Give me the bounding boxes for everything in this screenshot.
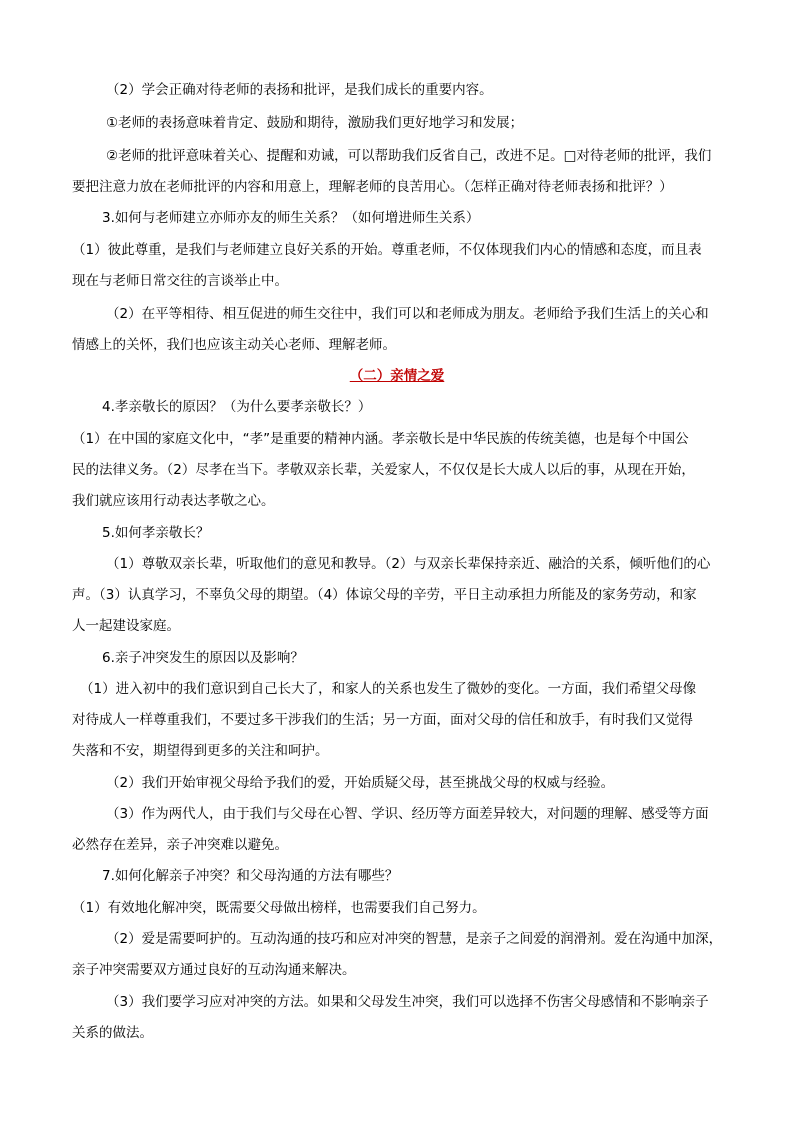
paragraph-line: （1）彼此尊重，是我们与老师建立良好关系的开始。尊重老师，不仅体现我们内心的情感和态度，而且表 [72, 242, 702, 258]
paragraph-line: 对待成人一样尊重我们，不要过多干涉我们的生活；另一方面，面对父母的信任和放手，有时我们又觉得 [72, 712, 693, 728]
paragraph-line: 情感上的关怀，我们也应该主动关心老师、理解老师。 [72, 337, 396, 353]
paragraph-line: （1）进入初中的我们意识到自己长大了，和家人的关系也发生了微妙的变化。一方面，我们希望父母像 [80, 681, 697, 697]
paragraph-line: 失落和不安，期望得到更多的关注和呵护。 [72, 743, 329, 759]
question-heading: 7.如何化解亲子冲突？和父母沟通的方法有哪些？ [102, 868, 399, 884]
paragraph-line: （2）在平等相待、相互促进的师生交往中，我们可以和老师成为朋友。老师给予我们生活上的关心和 [106, 306, 709, 322]
paragraph-line: 关系的做法。 [72, 1025, 153, 1041]
paragraph-line: （3）作为两代人，由于我们与父母在心智、学识、经历等方面差异较大，对问题的理解、感受等方面 [106, 806, 709, 822]
section-title: （二）亲情之爱 [349, 368, 445, 384]
paragraph-line: （2）学会正确对待老师的表扬和批评，是我们成长的重要内容。 [106, 82, 493, 98]
paragraph-line: （2）我们开始审视父母给予我们的爱，开始质疑父母，甚至挑战父母的权威与经验。 [106, 775, 615, 791]
paragraph-line: （1）有效地化解冲突，既需要父母做出榜样，也需要我们自己努力。 [72, 900, 486, 916]
paragraph-line: 现在与老师日常交往的言谈举止中。 [72, 273, 288, 289]
paragraph-line: （1）尊敬双亲长辈，听取他们的意见和教导。（2）与双亲长辈保持亲近、融洽的关系，倾听他们的心 [106, 556, 711, 572]
question-heading: 5.如何孝亲敬长？ [102, 525, 210, 541]
paragraph-line: 我们就应该用行动表达孝敬之心。 [72, 493, 275, 509]
paragraph-line: （1）在中国的家庭文化中，“孝”是重要的精神内涵。孝亲敬长是中华民族的传统美德，也是每个中国公 [72, 431, 689, 447]
paragraph-line: 要把注意力放在老师批评的内容和用意上，理解老师的良苦用心。（怎样正确对待老师表扬和批评？） [72, 179, 673, 195]
question-heading: 3.如何与老师建立亦师亦友的师生关系？（如何增进师生关系） [102, 210, 480, 226]
paragraph-line: ②老师的批评意味着关心、提醒和劝诫，可以帮助我们反省自己，改进不足。□对待老师的批评，我们 [106, 148, 712, 164]
paragraph-line: 声。（3）认真学习，不辜负父母的期望。（4）体谅父母的辛劳，平日主动承担力所能及的家务劳动，和家 [72, 587, 697, 603]
question-heading: 6.亲子冲突发生的原因以及影响？ [102, 650, 304, 666]
paragraph-line: （2）爱是需要呵护的。互动沟通的技巧和应对冲突的智慧，是亲子之间爱的润滑剂。爱在沟通中加深， [106, 931, 723, 947]
paragraph-line: 亲子冲突需要双方通过良好的互动沟通来解决。 [72, 962, 356, 978]
paragraph-line: 人一起建设家庭。 [72, 618, 180, 634]
paragraph-line: 必然存在差异，亲子冲突难以避免。 [72, 837, 288, 853]
paragraph-line: ①老师的表扬意味着肯定、鼓励和期待，激励我们更好地学习和发展； [106, 115, 524, 131]
paragraph-line: 民的法律义务。（2）尽孝在当下。孝敬双亲长辈，关爱家人，不仅仅是长大成人以后的事，从现在开始， [72, 462, 695, 478]
paragraph-line: （3）我们要学习应对冲突的方法。如果和父母发生冲突，我们可以选择不伤害父母感情和不影响亲子 [106, 994, 709, 1010]
question-heading: 4.孝亲敬长的原因？（为什么要孝亲敬长？） [102, 399, 372, 415]
